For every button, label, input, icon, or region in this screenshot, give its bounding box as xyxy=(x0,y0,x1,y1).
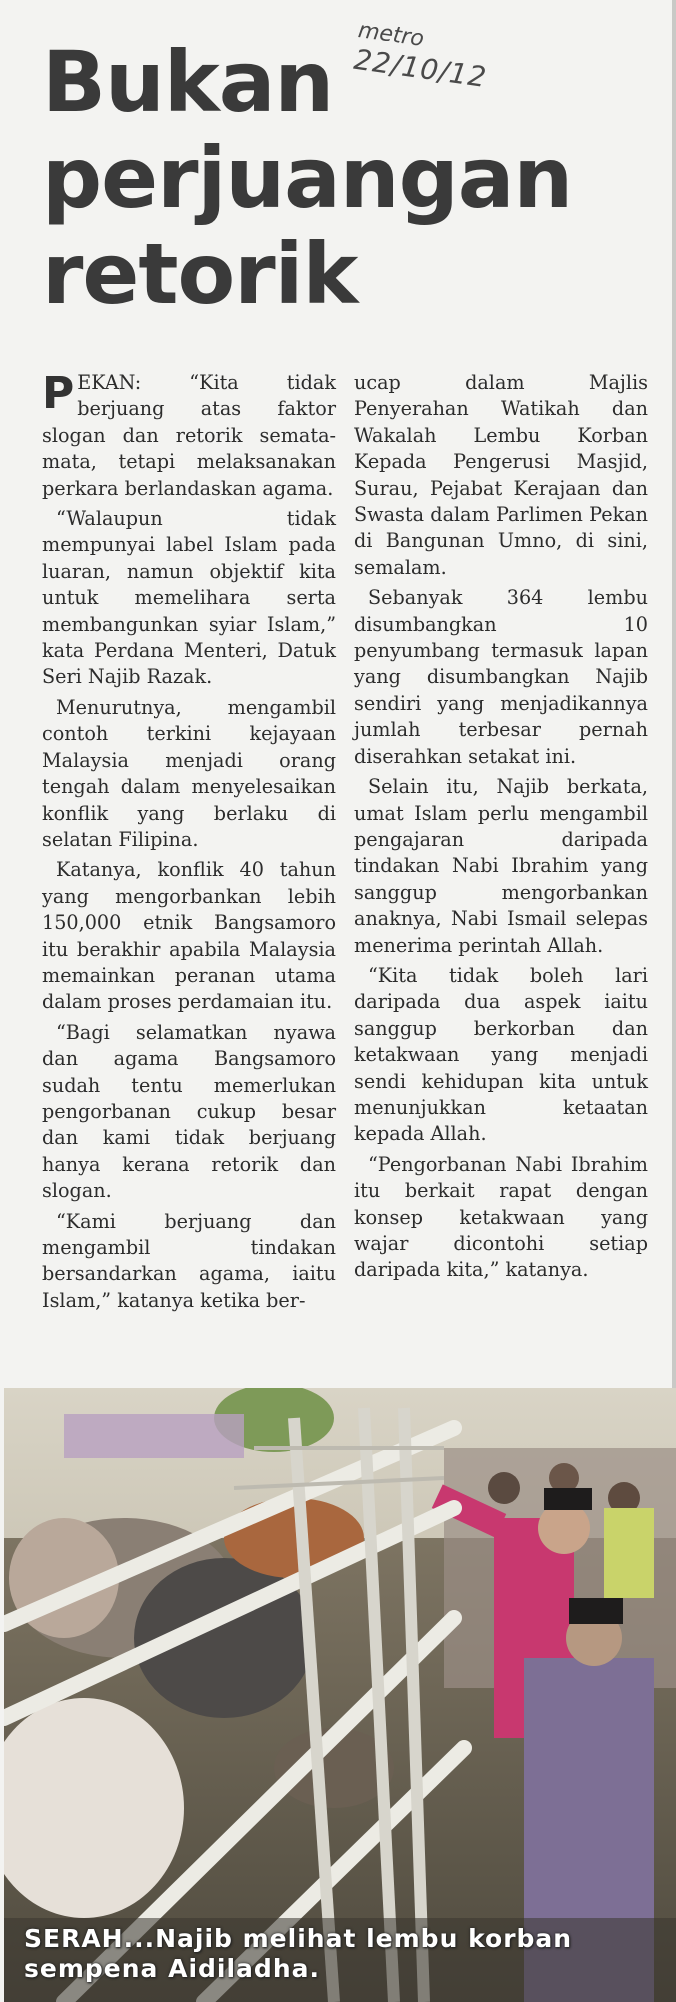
handwritten-publication: metro xyxy=(356,18,426,52)
headline-line-2: perjuangan xyxy=(42,129,573,227)
handwritten-date: 22/10/12 xyxy=(351,42,489,95)
paragraph: “Kita tidak boleh lari daripada dua aspek iaitu sanggup berkorban dan ketakwaan yang menjadi sendi kehidupan kita untuk menunjukkan ketaatan kepada Allah. xyxy=(354,963,648,1146)
caption-line-1: SERAH...Najib melihat lembu korban xyxy=(24,1924,573,1953)
paragraph: Katanya, konflik 40 tahun yang mengorbankan lebih 150,000 etnik Bangsamoro itu berakhir apabila Malaysia memainkan peranan utama dalam proses perdamaian itu. xyxy=(42,858,336,1014)
paragraph xyxy=(42,370,336,502)
left-column xyxy=(42,370,336,1318)
paragraph: ucap dalam Majlis Penyerahan Watikah dan Wakalah Lembu Korban Kepada Pengerusi Masjid, Surau, Pejabat Kerajaan dan Swasta dalam Parlimen Pekan di Bangunan Umno, di sini, semalam. xyxy=(354,371,648,579)
paragraph-text: EKAN: “Kita tidak berjuang atas faktor slogan dan retorik semata-mata, tetapi melaksanakan perkara berlandaskan agama. xyxy=(42,371,336,500)
right-column xyxy=(354,370,648,1288)
clipping-edge xyxy=(672,0,676,1388)
paragraph: Selain itu, Najib berkata, umat Islam perlu mengambil pengajaran daripada tindakan Nabi Ibrahim yang sanggup mengorbankan anaknya, Nabi Ismail selepas menerima perintah Allah. xyxy=(354,775,648,957)
paragraph: Sebanyak 364 lembu disumbangkan 10 penyumbang termasuk lapan yang disumbangkan Najib sendiri yang menjadikannya jumlah terbesar pernah diserahkan setakat ini. xyxy=(354,586,648,768)
article-body xyxy=(42,370,648,1374)
paragraph: “Walaupun tidak mempunyai label Islam pada luaran, namun objektif kita untuk memelihara serta membangunkan syiar Islam,” kata Perdana Menteri, Datuk Seri Najib Razak. xyxy=(42,507,336,689)
photo-caption xyxy=(24,1924,664,1984)
paragraph: “Bagi selamatkan nyawa dan agama Bangsamoro sudah tentu memerlukan pengorbanan cukup besar dan kami tidak berjuang hanya kerana retorik dan slogan. xyxy=(42,1020,336,1203)
dropcap: P xyxy=(42,368,75,419)
paragraph: Menurutnya, mengambil contoh terkini kejayaan Malaysia menjadi orang tengah dalam menyelesaikan konflik yang berlaku di selatan Filipina. xyxy=(42,695,336,851)
paragraph: “Kami berjuang dan mengambil tindakan bersandarkan agama, iaitu Islam,” katanya ketika ber- xyxy=(42,1209,336,1312)
news-photo xyxy=(4,1388,676,2002)
headline-line-1: Bukan xyxy=(42,33,334,131)
headline-line-3: retorik xyxy=(42,225,358,323)
paragraph: “Pengorbanan Nabi Ibrahim itu berkait rapat dengan konsep ketakwaan yang wajar dicontohi setiap daripada kita,” katanya. xyxy=(354,1152,648,1282)
headline xyxy=(42,34,602,322)
caption-line-2: sempena Aidiladha. xyxy=(24,1954,320,1983)
photo-illustration xyxy=(4,1388,676,2002)
